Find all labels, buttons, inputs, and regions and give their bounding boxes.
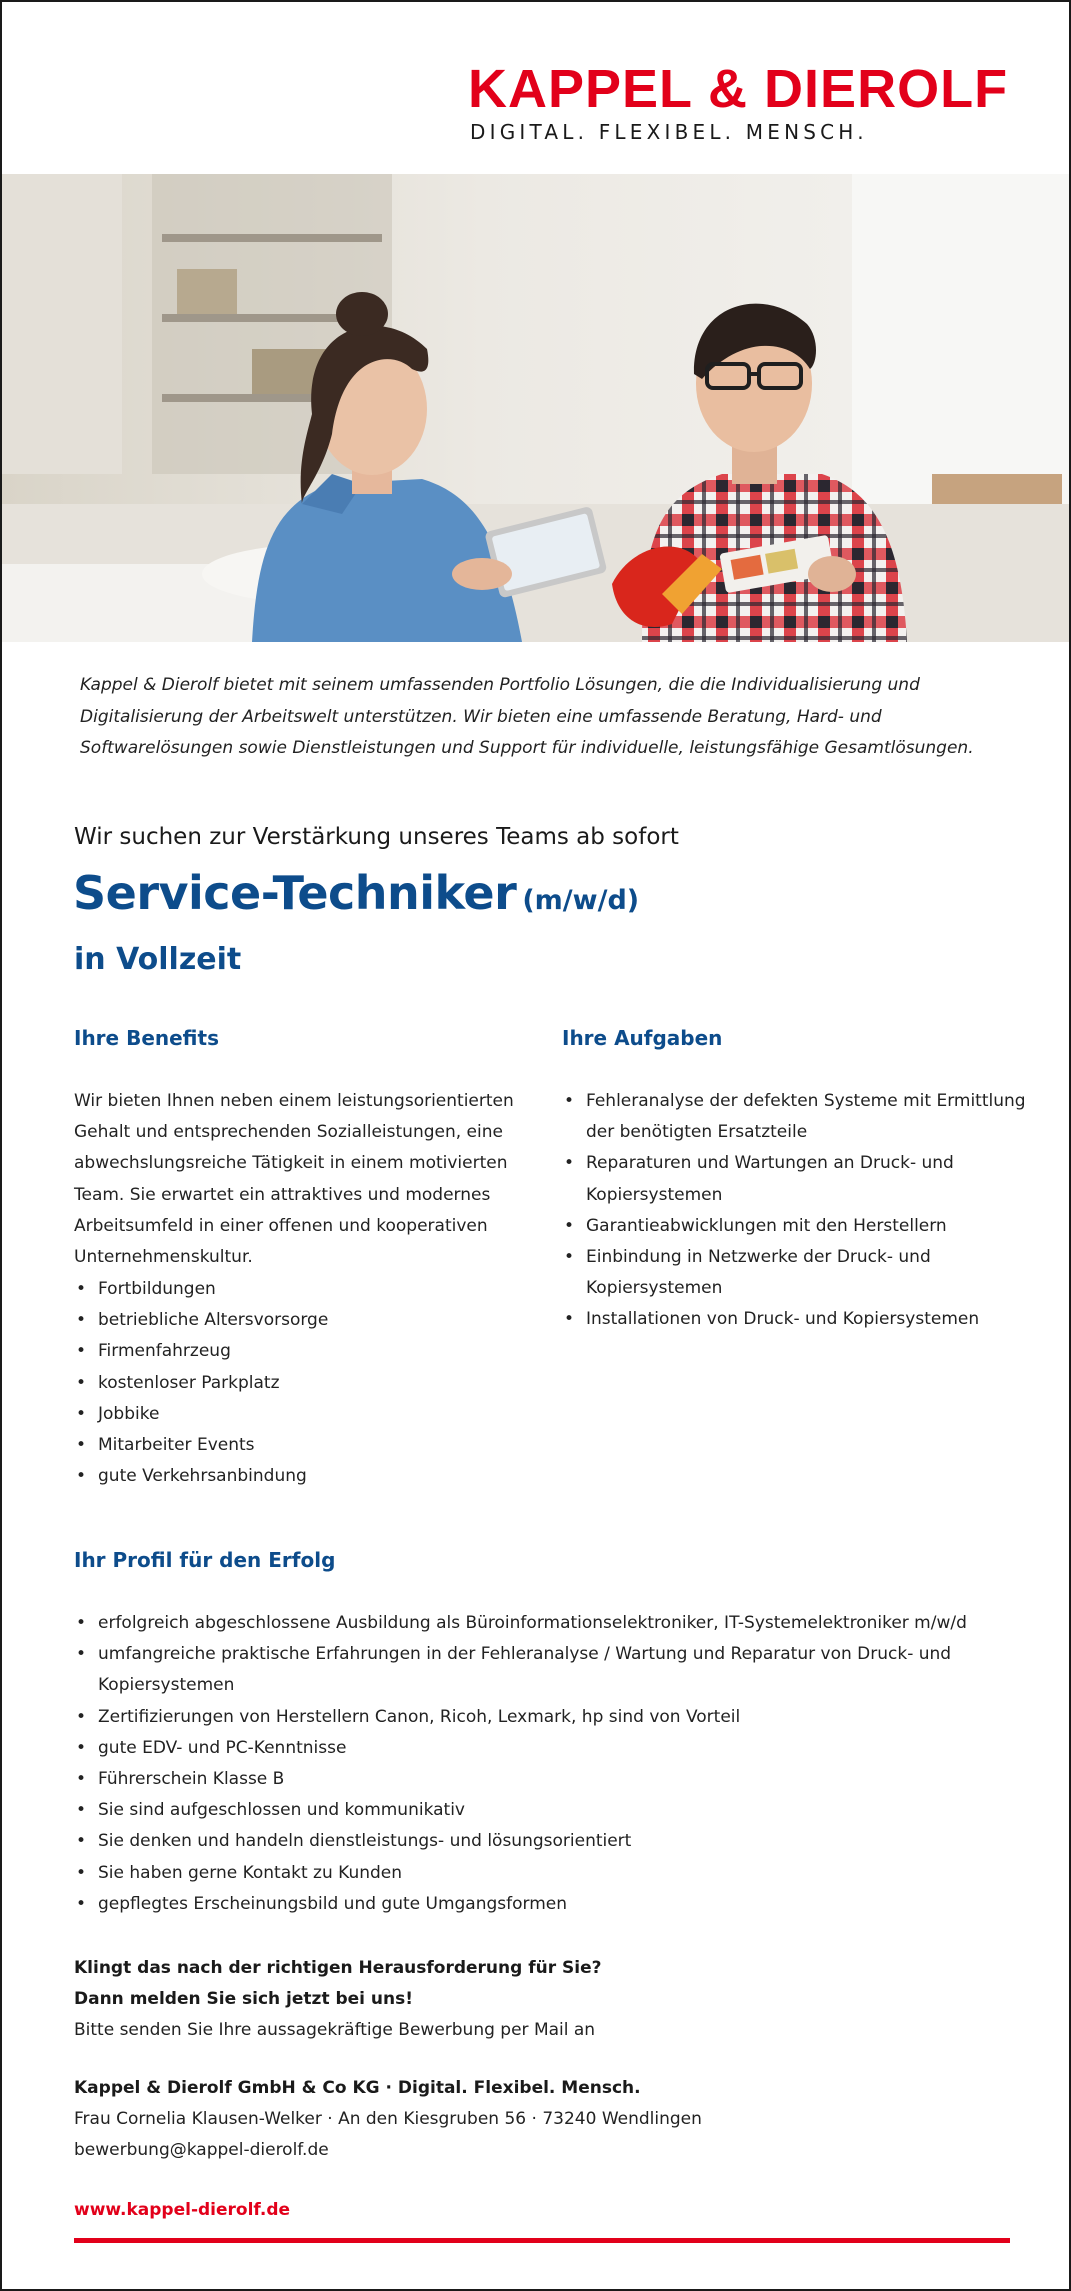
job-subtitle: in Vollzeit xyxy=(74,942,242,977)
benefits-text-line: abwechslungsreiche Tätigkeit in einem motivierten xyxy=(74,1153,508,1174)
list-item-line: • umfangreiche praktische Erfahrungen in der Fehleranalyse / Wartung und Reparatur von Druck- und xyxy=(98,1644,952,1665)
list-item xyxy=(562,1148,1032,1210)
contact-address: Frau Cornelia Klausen-Welker · An den Kiesgruben 56 · 73240 Wendlingen xyxy=(74,2109,702,2130)
list-item-line: • gute EDV- und PC-Kenntnisse xyxy=(98,1737,347,1758)
profile-heading: Ihr Profil für den Erfolg xyxy=(74,1548,336,1572)
contact-email[interactable]: bewerbung@kappel-dierolf.de xyxy=(74,2140,329,2161)
list-item xyxy=(74,1608,1024,1639)
footer-divider xyxy=(74,2238,1010,2243)
tasks-list xyxy=(562,1086,1032,1336)
list-item xyxy=(562,1211,1032,1242)
intro-line: Kappel & Dierolf bietet mit seinem umfassenden Portfolio Lösungen, die die Individualisierung und xyxy=(80,675,920,695)
benefits-heading: Ihre Benefits xyxy=(74,1026,219,1050)
job-kicker: Wir suchen zur Verstärkung unseres Teams ab sofort xyxy=(74,824,679,850)
brand-claim: DIGITAL. FLEXIBEL. MENSCH. xyxy=(470,120,868,144)
cta-instruction: Bitte senden Sie Ihre aussagekräftige Bewerbung per Mail an xyxy=(74,2020,596,2041)
list-item xyxy=(562,1086,1032,1148)
cta-question: Klingt das nach der richtigen Herausforderung für Sie? xyxy=(74,1958,602,1978)
list-item-line: • Sie sind aufgeschlossen und kommunikativ xyxy=(98,1800,465,1821)
benefits-text-line: Arbeitsumfeld in einer offenen und kooperativen xyxy=(74,1215,488,1236)
list-item: • gute Verkehrsanbindung xyxy=(74,1461,544,1492)
list-item-line: • Zertifizierungen von Herstellern Canon, Ricoh, Lexmark, hp sind von Vorteil xyxy=(98,1706,741,1727)
list-item-line: Kopiersystemen xyxy=(586,1278,723,1299)
website-link[interactable]: www.kappel-dierolf.de xyxy=(74,2200,291,2220)
list-item-line: • Führerschein Klasse B xyxy=(98,1769,285,1790)
call-to-action xyxy=(74,1953,602,2047)
list-item-line: • Garantieabwicklungen mit den Herstellern xyxy=(586,1215,947,1236)
job-title-text: Service-Techniker xyxy=(73,866,517,920)
list-item xyxy=(74,1639,1024,1701)
benefits-text-line: Unternehmenskultur. xyxy=(74,1247,253,1268)
list-item: • Fortbildungen xyxy=(74,1274,544,1305)
benefits-text xyxy=(74,1086,544,1273)
list-item xyxy=(74,1826,1024,1857)
list-item xyxy=(74,1733,1024,1764)
list-item-line: • Sie denken und handeln dienstleistungs- und lösungsorientiert xyxy=(98,1831,632,1852)
list-item: • betriebliche Altersvorsorge xyxy=(74,1305,544,1336)
list-item xyxy=(74,1889,1024,1920)
benefits-list xyxy=(74,1274,544,1492)
profile-list xyxy=(74,1608,1024,1920)
list-item-line: Kopiersystemen xyxy=(586,1184,723,1205)
intro-line: Softwarelösungen sowie Dienstleistungen und Support für individuelle, leistungsfähige Gesamtlösungen. xyxy=(80,738,974,758)
list-item: • Mitarbeiter Events xyxy=(74,1430,544,1461)
photo-two-people-with-tablet-icon xyxy=(2,174,1069,642)
job-title-suffix: (m/w/d) xyxy=(522,885,640,916)
benefits-text-line: Team. Sie erwartet ein attraktives und modernes xyxy=(74,1184,491,1205)
list-item: • kostenloser Parkplatz xyxy=(74,1368,544,1399)
list-item-line: Kopiersystemen xyxy=(98,1675,235,1696)
brand-name: KAPPEL & DIEROLF xyxy=(468,59,1009,119)
list-item-line: • Fehleranalyse der defekten Systeme mit Ermittlung xyxy=(586,1091,1026,1111)
list-item xyxy=(74,1795,1024,1826)
list-item-line: der benötigten Ersatzteile xyxy=(586,1122,808,1143)
list-item xyxy=(562,1242,1032,1304)
benefits-text-line: Wir bieten Ihnen neben einem leistungsorientierten xyxy=(74,1091,514,1111)
intro-line: Digitalisierung der Arbeitswelt unterstützen. Wir bieten eine umfassende Beratung, Hard- und xyxy=(80,706,882,727)
list-item: • Firmenfahrzeug xyxy=(74,1336,544,1367)
contact-company: Kappel & Dierolf GmbH & Co KG · Digital. Flexibel. Mensch. xyxy=(74,2078,641,2098)
list-item xyxy=(74,1858,1024,1889)
tasks-heading: Ihre Aufgaben xyxy=(562,1026,723,1050)
list-item-line: • Sie haben gerne Kontakt zu Kunden xyxy=(98,1862,403,1883)
list-item xyxy=(74,1764,1024,1795)
cta-invite: Dann melden Sie sich jetzt bei uns! xyxy=(74,1989,414,2010)
list-item-line: • Einbindung in Netzwerke der Druck- und xyxy=(586,1247,931,1268)
hero-photo xyxy=(2,174,1069,642)
list-item-line: • Installationen von Druck- und Kopiersystemen xyxy=(586,1309,980,1330)
company-intro xyxy=(80,670,1000,765)
brand-logo xyxy=(468,59,1009,144)
list-item: • Jobbike xyxy=(74,1399,544,1430)
list-item-line: • gepflegtes Erscheinungsbild und gute Umgangsformen xyxy=(98,1893,568,1914)
list-item-line: • erfolgreich abgeschlossene Ausbildung als Büroinformationselektroniker, IT-Systemelektroniker m/w/d xyxy=(98,1613,967,1633)
contact-block xyxy=(74,2073,702,2167)
list-item-line: • Reparaturen und Wartungen an Druck- und xyxy=(586,1153,954,1174)
job-title xyxy=(73,866,639,920)
list-item xyxy=(74,1702,1024,1733)
benefits-text-line: Gehalt und entsprechenden Sozialleistungen, eine xyxy=(74,1122,503,1143)
list-item xyxy=(562,1304,1032,1335)
